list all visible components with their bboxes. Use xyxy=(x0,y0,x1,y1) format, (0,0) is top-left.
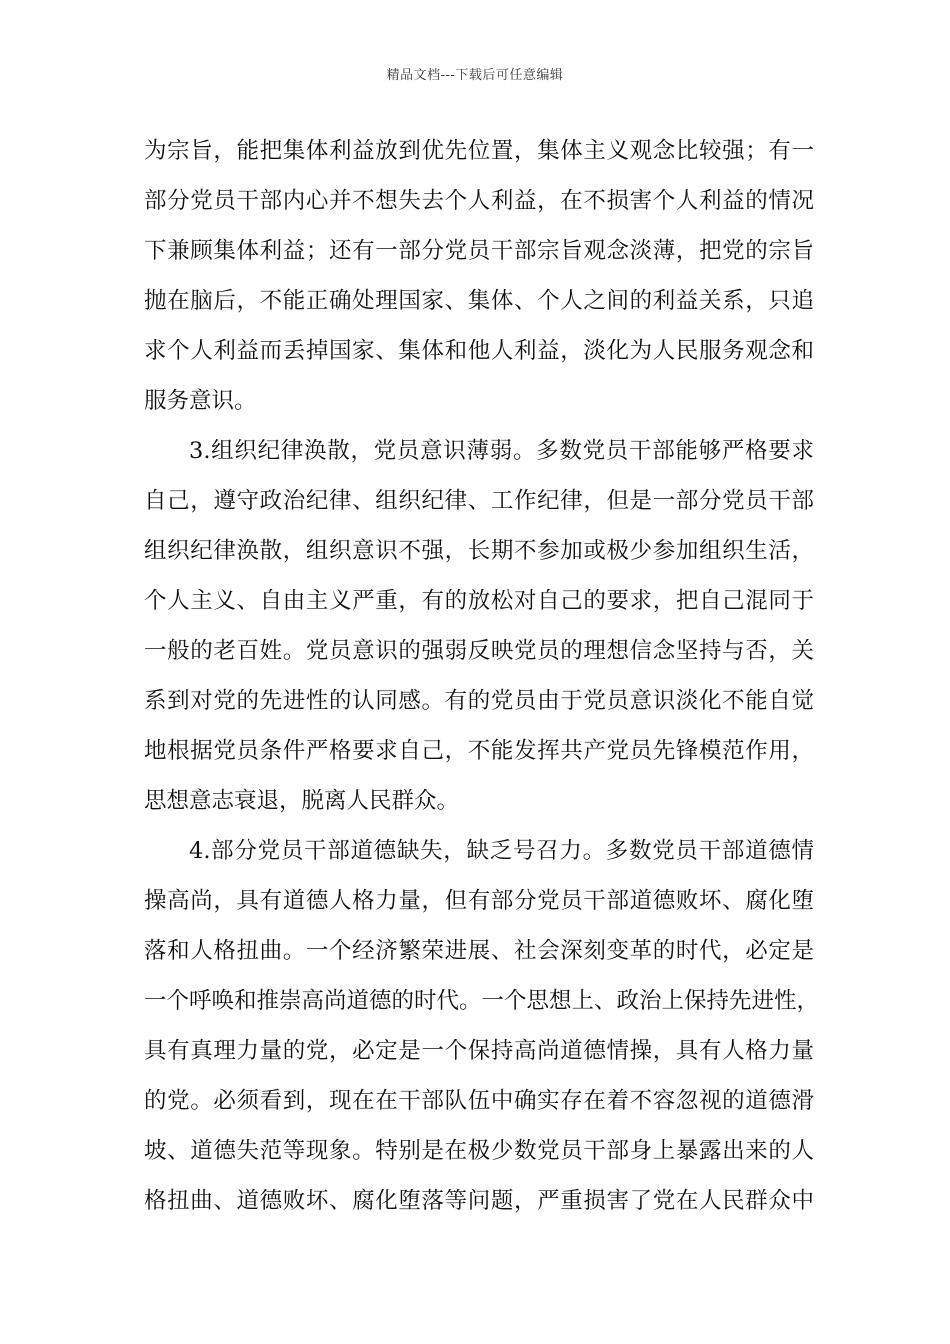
text-line: 抛在脑后，不能正确处理国家、集体、个人之间的利益关系，只追 xyxy=(144,288,814,314)
text-line: 地根据党员条件严格要求自己，不能发挥共产党员先锋模范作用， xyxy=(144,738,814,764)
paragraph xyxy=(144,126,814,426)
page-header: 精品文档---下载后可任意编辑 xyxy=(386,68,564,83)
document-body xyxy=(144,126,820,1226)
text-line: 求个人利益而丢掉国家、集体和他人利益，淡化为人民服务观念和 xyxy=(144,338,814,364)
text-line: 组织纪律涣散，组织意识不强，长期不参加或极少参加组织生活， xyxy=(144,538,814,564)
paragraph xyxy=(144,826,820,1226)
text-line: 一个呼唤和推崇高尚道德的时代。一个思想上、政治上保持先进性， xyxy=(144,988,820,1014)
text-line: 部分党员干部内心并不想失去个人利益，在不损害个人利益的情况 xyxy=(144,188,814,214)
text-line: 的党。必须看到，现在在干部队伍中确实存在着不容忽视的道德滑 xyxy=(144,1088,814,1114)
text-line: 具有真理力量的党，必定是一个保持高尚道德情操，具有人格力量 xyxy=(144,1038,814,1064)
text-line: 格扭曲、道德败坏、腐化堕落等问题，严重损害了党在人民群众中 xyxy=(144,1188,814,1214)
text-line: 服务意识。 xyxy=(144,388,257,414)
text-line: 落和人格扭曲。一个经济繁荣进展、社会深刻变革的时代，必定是 xyxy=(144,938,814,964)
text-line: 思想意志衰退，脱离人民群众。 xyxy=(144,788,460,814)
text-line: 3.组织纪律涣散，党员意识薄弱。多数党员干部能够严格要求 xyxy=(189,438,814,464)
paragraph xyxy=(144,426,814,826)
text-line: 4.部分党员干部道德缺失，缺乏号召力。多数党员干部道德情 xyxy=(189,838,814,864)
text-line: 操高尚，具有道德人格力量，但有部分党员干部道德败坏、腐化堕 xyxy=(144,888,814,914)
text-line: 一般的老百姓。党员意识的强弱反映党员的理想信念坚持与否，关 xyxy=(144,638,814,664)
text-line: 为宗旨，能把集体利益放到优先位置，集体主义观念比较强；有一 xyxy=(144,138,814,164)
text-line: 系到对党的先进性的认同感。有的党员由于党员意识淡化不能自觉 xyxy=(144,688,814,714)
text-line: 下兼顾集体利益；还有一部分党员干部宗旨观念淡薄，把党的宗旨 xyxy=(144,238,814,264)
text-line: 自己，遵守政治纪律、组织纪律、工作纪律，但是一部分党员干部 xyxy=(144,488,814,514)
text-line: 坡、道德失范等现象。特别是在极少数党员干部身上暴露出来的人 xyxy=(144,1138,814,1164)
text-line: 个人主义、自由主义严重，有的放松对自己的要求，把自己混同于 xyxy=(144,588,814,614)
